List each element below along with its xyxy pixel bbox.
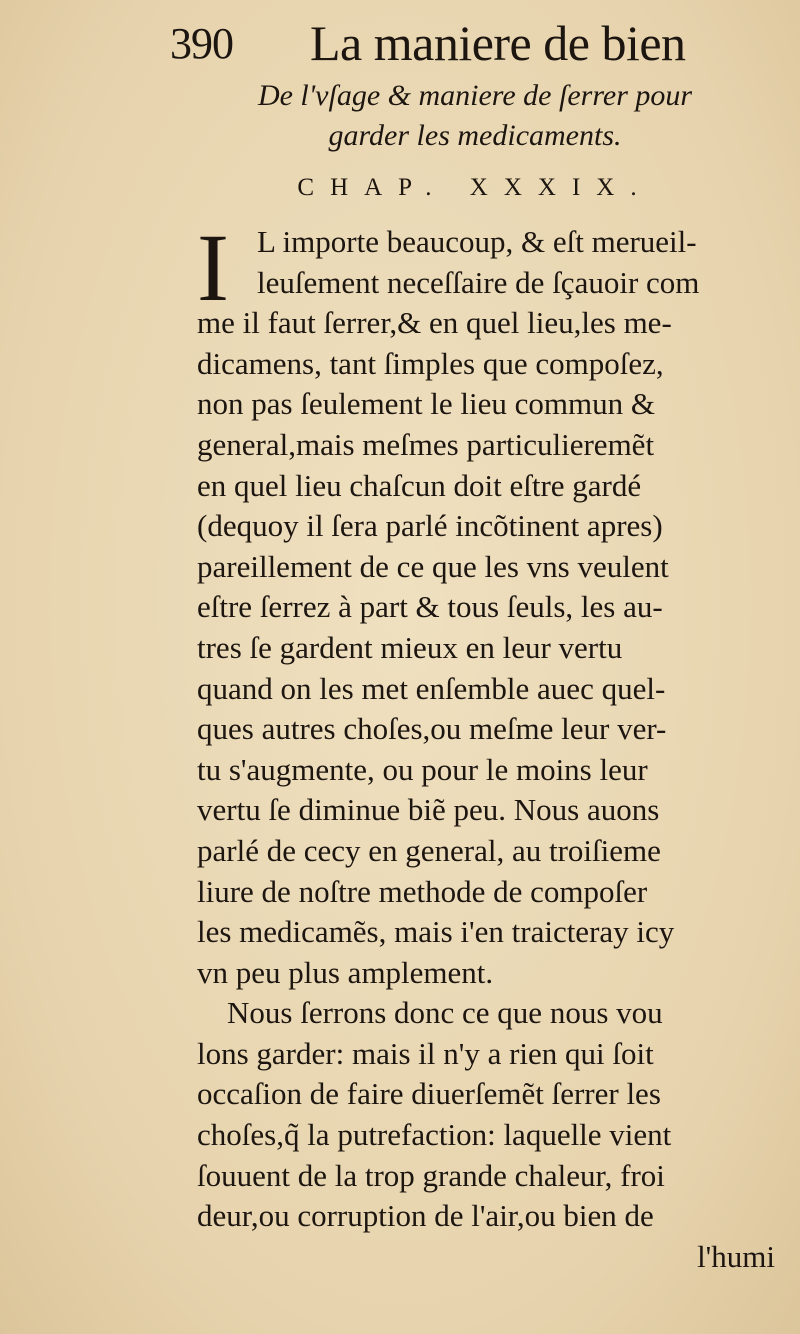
running-title: La maniere de bien <box>310 15 686 71</box>
text-line: ſouuent de la trop grande chaleur, froi <box>197 1157 665 1193</box>
text-line: non pas ſeulement le lieu commun & <box>197 386 656 422</box>
catchword: l'humi <box>697 1238 775 1274</box>
text-line: quand on les met enſemble auec quel- <box>197 670 666 706</box>
text-line: les medicamẽs, mais i'en traicteray icy <box>197 914 675 950</box>
section-heading-line-2: garder les medicaments. <box>328 119 622 152</box>
text-line: vertu ſe diminue biẽ peu. Nous auons <box>197 792 660 828</box>
page-header <box>170 14 730 74</box>
page-number: 390 <box>170 19 233 68</box>
text-line: occaſion de faire diuerſemẽt ſerrer les <box>197 1076 661 1112</box>
text-line: vn peu plus amplement. <box>197 954 494 990</box>
text-line: deur,ou corruption de l'air,ou bien de <box>197 1198 654 1234</box>
text-line: tu s'augmente, ou pour le moins leur <box>197 751 648 787</box>
chapter-heading: CHAP. XXXIX. <box>297 174 653 201</box>
text-line: lons garder: mais il n'y a rien qui ſoit <box>197 1035 654 1071</box>
text-line: leuſement neceſſaire de ſçauoir com <box>257 264 700 300</box>
text-line: (dequoy il ſera parlé incõtinent apres) <box>197 508 663 544</box>
text-line: dicamens, tant ſimples que compoſez, <box>197 345 664 381</box>
section-heading-line-1: De l'vſage & maniere de ſerrer pour <box>257 79 693 112</box>
text-line: tres ſe gardent mieux en leur vertu <box>197 629 623 665</box>
drop-cap: I <box>197 228 229 310</box>
text-line: general,mais meſmes particulieremẽt <box>197 426 655 462</box>
text-line: parlé de cecy en general, au troiſieme <box>197 832 661 868</box>
text-line: ques autres choſes,ou meſme leur ver- <box>197 711 667 747</box>
text-line: eſtre ſerrez à part & tous ſeuls, les au- <box>197 589 663 625</box>
body-text <box>197 222 797 1277</box>
text-line: L importe beaucoup, & eſt merueil- <box>257 224 697 259</box>
text-line: Nous ſerrons donc ce que nous vou <box>227 995 663 1031</box>
text-line: liure de noſtre methode de compoſer <box>197 873 648 909</box>
text-line: pareillement de ce que les vns veulent <box>197 548 669 584</box>
text-line: choſes,q̃ la putrefaction: laquelle vient <box>197 1117 672 1153</box>
text-line: en quel lieu chaſcun doit eſtre gardé <box>197 467 642 503</box>
text-line: me il faut ſerrer,& en quel lieu,les me- <box>197 305 672 341</box>
